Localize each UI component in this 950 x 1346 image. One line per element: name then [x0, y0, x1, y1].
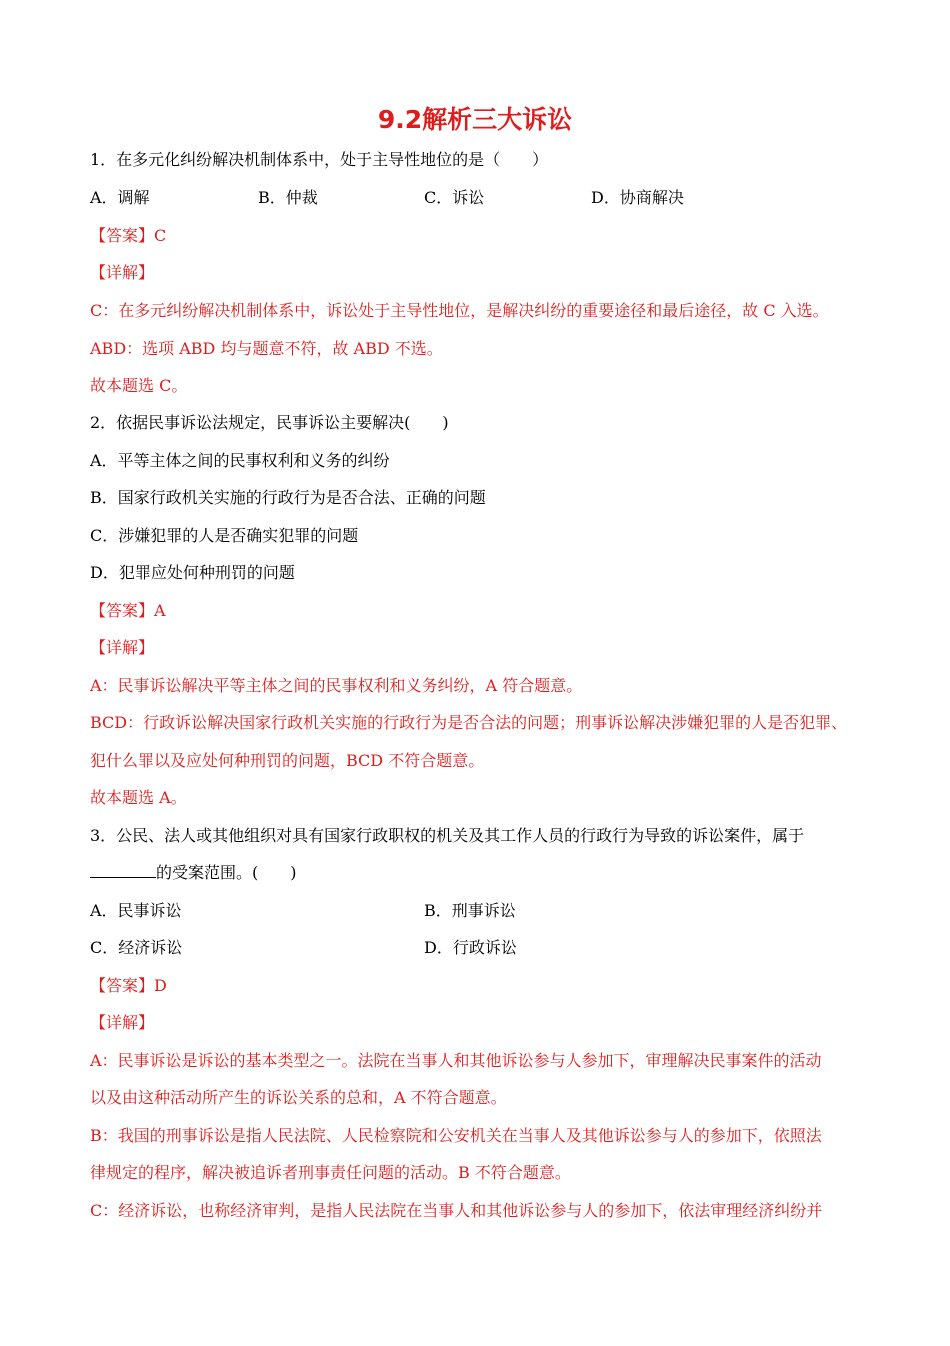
q3-explanation-4: 律规定的程序，解决被追诉者刑事责任问题的活动。B 不符合题意。: [90, 1163, 571, 1182]
q1-option-b: B．仲裁: [258, 188, 318, 207]
fill-in-blank: [90, 863, 156, 878]
q2-explanation-3: 犯什么罪以及应处何种刑罚的问题，BCD 不符合题意。: [90, 751, 485, 770]
q1-conclusion: 故本题选 C。: [90, 376, 188, 395]
q3-option-c: C．经济诉讼: [90, 938, 183, 957]
q1-explanation-2: ABD：选项 ABD 均与题意不符，故 ABD 不选。: [90, 339, 443, 358]
q1-option-c: C．诉讼: [424, 188, 485, 207]
q2-option-d: D．犯罪应处何种刑罚的问题: [90, 563, 295, 582]
q3-explanation-3: B：我国的刑事诉讼是指人民法院、人民检察院和公安机关在当事人及其他诉讼参与人的参加下，依照法: [90, 1126, 822, 1145]
q2-explanation-1: A：民事诉讼解决平等主体之间的民事权利和义务纠纷，A 符合题意。: [90, 676, 583, 695]
q3-answer: 【答案】D: [90, 976, 167, 995]
q1-detail-label: 【详解】: [90, 263, 155, 282]
q3-explanation-2: 以及由这种活动所产生的诉讼关系的总和，A 不符合题意。: [90, 1088, 507, 1107]
q2-conclusion: 故本题选 A。: [90, 788, 187, 807]
q3-stem-line2: [90, 863, 297, 883]
q3-explanation-1: A：民事诉讼是诉讼的基本类型之一。法院在当事人和其他诉讼参与人参加下，审理解决民事案件的活动: [90, 1051, 822, 1070]
q3-explanation-5: C：经济诉讼，也称经济审判，是指人民法院在当事人和其他诉讼参与人的参加下，依法审理经济纠纷并: [90, 1201, 823, 1220]
q2-detail-label: 【详解】: [90, 638, 155, 657]
q2-explanation-2: BCD：行政诉讼解决国家行政机关实施的行政行为是否合法的问题；刑事诉讼解决涉嫌犯罪的人是否犯罪、: [90, 713, 848, 732]
q3-stem-line1: 3．公民、法人或其他组织对具有国家行政职权的机关及其工作人员的行政行为导致的诉讼案件，属于: [90, 826, 805, 845]
q2-option-c: C．涉嫌犯罪的人是否确实犯罪的问题: [90, 526, 359, 545]
q2-option-b: B．国家行政机关实施的行政行为是否合法、正确的问题: [90, 488, 486, 507]
q1-option-d: D．协商解决: [591, 188, 684, 207]
q3-option-a: A．民事诉讼: [90, 901, 182, 920]
q3-stem-line2-text: 的受案范围。( ): [156, 863, 297, 882]
q1-option-a: A．调解: [90, 188, 150, 207]
q3-option-b: B．刑事诉讼: [424, 901, 516, 920]
q3-detail-label: 【详解】: [90, 1013, 155, 1032]
q2-stem: 2．依据民事诉讼法规定，民事诉讼主要解决( ): [90, 413, 449, 432]
q2-option-a: A．平等主体之间的民事权利和义务的纠纷: [90, 451, 390, 470]
q1-answer: 【答案】C: [90, 226, 167, 245]
q1-explanation-1: C：在多元纠纷解决机制体系中，诉讼处于主导性地位，是解决纠纷的重要途径和最后途径，故 C 入选。: [90, 301, 829, 320]
page-title: 9.2解析三大诉讼: [377, 105, 573, 134]
q3-option-d: D．行政诉讼: [424, 938, 517, 957]
q2-answer: 【答案】A: [90, 601, 166, 620]
q1-stem: 1．在多元化纠纷解决机制体系中，处于主导性地位的是（ ）: [90, 150, 549, 169]
